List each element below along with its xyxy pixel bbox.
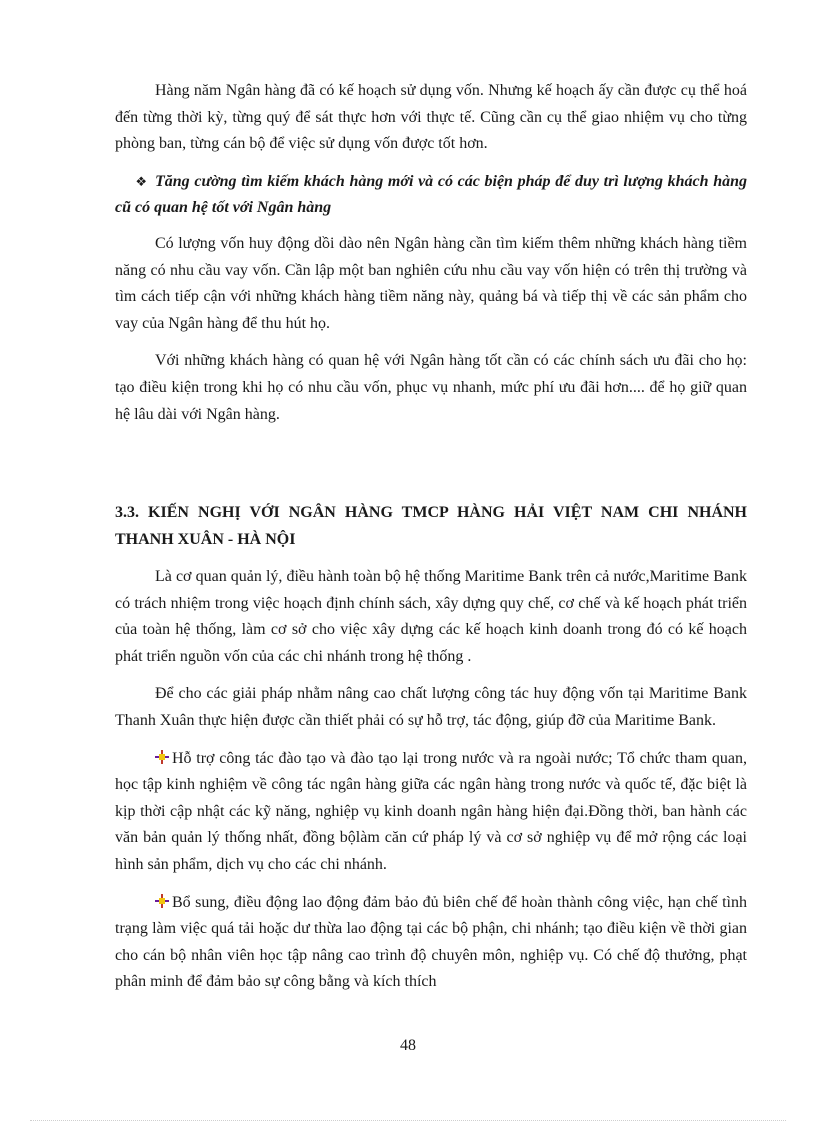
paragraph-support-needed: Để cho các giải pháp nhằm nâng cao chất lượng công tác huy động vốn tại Maritime Bank Thanh Xuân thực hiện được cần thiết phải có sự hỗ trợ, tác động, giúp đỡ của Maritime Bank. (115, 685, 747, 729)
section-heading: 3.3. KIẾN NGHỊ VỚI NGÂN HÀNG TMCP HÀNG HẢI VIỆT NAM CHI NHÁNH THANH XUÂN - HÀ NỘI (115, 504, 747, 548)
bullet-training (115, 746, 747, 879)
bullet-staffing (115, 890, 747, 996)
subheading-customers (115, 169, 747, 222)
diamond-bullet-icon: ❖ (135, 173, 147, 189)
upper-text-block (115, 78, 747, 439)
subheading-text: Tăng cường tìm kiếm khách hàng mới và có các biện pháp để duy trì lượng khách hàng cũ có quan hệ tốt với Ngân hàng (115, 172, 747, 217)
lower-text-block (115, 564, 747, 1007)
bullet-staffing-text: Bổ sung, điều động lao động đảm bảo đủ biên chế để hoàn thành công việc, hạn chế tình trạng làm việc quá tải hoặc dư thừa lao động tại các bộ phận, chi nhánh; tạo điều kiện về thời gian cho cán bộ nhân viên học tập nâng cao trình độ chuyên môn, nghiệp vụ. Có chế độ thưởng, phạt phân minh để đảm bảo sự công bằng và kích thích (115, 893, 747, 991)
paragraph-capital-plan: Hàng năm Ngân hàng đã có kế hoạch sử dụng vốn. Nhưng kế hoạch ấy cần được cụ thể hoá đến từng thời kỳ, từng quý để sát thực hơn với thực tế. Cũng cần cụ thể giao nhiệm vụ cho từng phòng ban, từng cán bộ để việc sử dụng vốn được tốt hơn. (115, 82, 747, 153)
footer-divider (30, 1120, 786, 1121)
paragraph-new-customers: Có lượng vốn huy động dồi dào nên Ngân hàng cần tìm kiếm thêm những khách hàng tiềm năng có nhu cầu vay vốn. Cần lập một ban nghiên cứu nhu cầu vay vốn hiện có trên thị trường và tìm cách tiếp cận với những khách hàng tiềm năng này, quảng bá và tiếp thị về các sản phẩm cho vay của Ngân hàng để thu hút họ. (115, 234, 747, 332)
bullet-training-text: Hỗ trợ công tác đào tạo và đào tạo lại trong nước và ra ngoài nước; Tổ chức tham quan, học tập kinh nghiệm về công tác ngân hàng giữa các ngân hàng trong nước và quốc tế, đặc biệt là kịp thời cập nhật các kỹ năng, nghiệp vụ kinh doanh ngân hàng hiện đại.Đồng thời, ban hành các văn bản quản lý thống nhất, đồng bộlàm căn cứ pháp lý và cơ sở nghiệp vụ để mở rộng các loại hình sản phẩm, dịch vụ cho các chi nhánh. (115, 749, 747, 873)
arrow-bullet-icon (155, 750, 169, 764)
paragraph-head-office-role: Là cơ quan quản lý, điều hành toàn bộ hệ thống Maritime Bank trên cả nước,Maritime Bank có trách nhiệm trong việc hoạch định chính sách, xây dựng quy chế, cơ chế và kế hoạch phát triển của toàn hệ thống, làm cơ sở cho việc xây dựng các kế hoạch kinh doanh trong đó có kế hoạch phát triển nguồn vốn của các chi nhánh trong hệ thống . (115, 568, 747, 665)
paragraph-existing-customers: Với những khách hàng có quan hệ với Ngân hàng tốt cần có các chính sách ưu đãi cho họ: tạo điều kiện trong khi họ có nhu cầu vốn, phục vụ nhanh, mức phí ưu đãi hơn.... để họ giữ quan hệ lâu dài với Ngân hàng. (115, 352, 747, 423)
page-number: 48 (400, 1037, 416, 1054)
arrow-bullet-icon (155, 894, 169, 908)
